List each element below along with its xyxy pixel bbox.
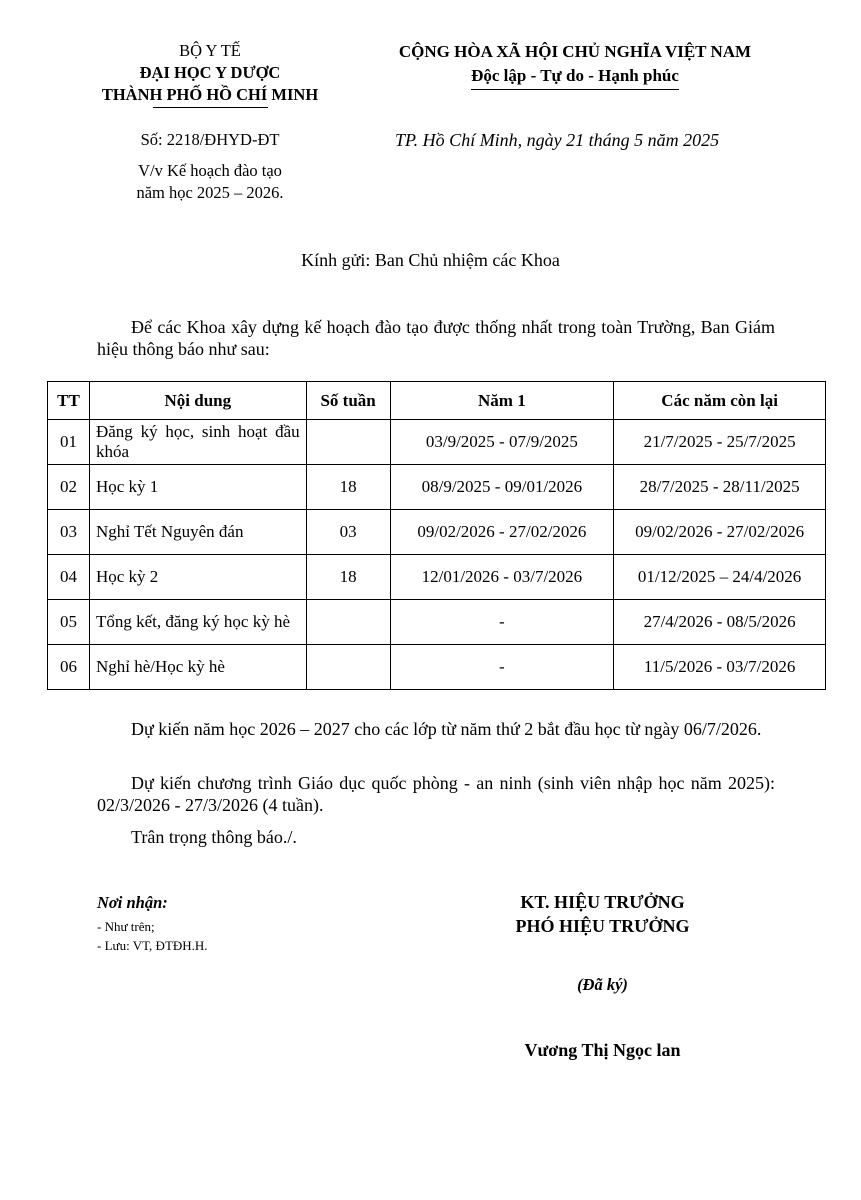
- header-other-years: Các năm còn lại: [614, 382, 826, 420]
- note-next-year: Dự kiến năm học 2026 – 2027 cho các lớp từ năm thứ 2 bắt đầu học từ ngày 06/7/2026.: [131, 719, 762, 739]
- document-subject: [60, 160, 360, 204]
- signature-title-line1: KT. HIỆU TRƯỞNG: [520, 892, 685, 912]
- table-header-row: [48, 382, 826, 420]
- closing-line: Trân trọng thông báo./.: [131, 827, 297, 847]
- cell-other-years: 27/4/2026 - 08/5/2026: [614, 600, 826, 645]
- subject-line2: năm học 2025 – 2026.: [136, 183, 284, 202]
- cell-other-years: 21/7/2025 - 25/7/2025: [614, 420, 826, 465]
- cell-year1: 03/9/2025 - 07/9/2025: [390, 420, 614, 465]
- cell-tt: 05: [48, 600, 90, 645]
- intro-paragraph: Để các Khoa xây dựng kế hoạch đào tạo được thống nhất trong toàn Trường, Ban Giám hiệu thông báo như sau:: [97, 317, 775, 359]
- recipient-item: - Lưu: VT, ĐTĐH.H.: [97, 938, 208, 953]
- cell-tt: 06: [48, 645, 90, 690]
- training-plan-table: [47, 381, 826, 690]
- header-content: Nội dung: [89, 382, 306, 420]
- university-name-line1: ĐẠI HỌC Y DƯỢC: [139, 63, 281, 82]
- table-row: [48, 465, 826, 510]
- recipient-line: Kính gửi: Ban Chủ nhiệm các Khoa: [301, 250, 560, 270]
- cell-tt: 04: [48, 555, 90, 600]
- table-row: [48, 420, 826, 465]
- cell-year1: -: [390, 645, 614, 690]
- table-row: [48, 600, 826, 645]
- signature-title: [470, 890, 735, 938]
- cell-tt: 03: [48, 510, 90, 555]
- table-row: [48, 510, 826, 555]
- header-tt: TT: [48, 382, 90, 420]
- national-motto: Độc lập - Tự do - Hạnh phúc: [471, 64, 679, 90]
- issuer-header: [60, 40, 360, 108]
- recipients-title: Nơi nhận:: [97, 893, 168, 912]
- subject-line1: V/v Kế hoạch đào tạo: [138, 161, 282, 180]
- cell-other-years: 09/02/2026 - 27/02/2026: [614, 510, 826, 555]
- table-row: [48, 645, 826, 690]
- cell-weeks: 03: [306, 510, 390, 555]
- cell-other-years: 01/12/2025 – 24/4/2026: [614, 555, 826, 600]
- cell-weeks: [306, 600, 390, 645]
- signed-mark: (Đã ký): [577, 975, 628, 994]
- header-weeks: Số tuần: [306, 382, 390, 420]
- cell-content: Tổng kết, đăng ký học kỳ hè: [89, 600, 306, 645]
- cell-content: Nghỉ hè/Học kỳ hè: [89, 645, 306, 690]
- cell-weeks: 18: [306, 555, 390, 600]
- cell-tt: 02: [48, 465, 90, 510]
- cell-content: Đăng ký học, sinh hoạt đầu khóa: [89, 420, 306, 465]
- cell-year1: 08/9/2025 - 09/01/2026: [390, 465, 614, 510]
- document-number: Số: 2218/ĐHYD-ĐT: [140, 130, 280, 149]
- note-defense-program: Dự kiến chương trình Giáo dục quốc phòng - an ninh (sinh viên nhập học năm 2025): 02/3/2026 - 27/3/2026 (4 tuần).: [97, 773, 775, 815]
- cell-other-years: 11/5/2026 - 03/7/2026: [614, 645, 826, 690]
- table-row: [48, 555, 826, 600]
- cell-content: Học kỳ 2: [89, 555, 306, 600]
- cell-tt: 01: [48, 420, 90, 465]
- cell-other-years: 28/7/2025 - 28/11/2025: [614, 465, 826, 510]
- national-header: [380, 40, 770, 90]
- place-date: TP. Hồ Chí Minh, ngày 21 tháng 5 năm 2025: [395, 130, 720, 150]
- header-year1: Năm 1: [390, 382, 614, 420]
- cell-year1: -: [390, 600, 614, 645]
- ministry-name: BỘ Y TẾ: [179, 41, 241, 60]
- university-name-line2: THÀNH PHỐ HỒ CHÍ MINH: [101, 85, 319, 104]
- recipient-item: - Như trên;: [97, 919, 155, 934]
- cell-weeks: 18: [306, 465, 390, 510]
- signer-name: Vương Thị Ngọc lan: [524, 1040, 681, 1060]
- cell-year1: 09/02/2026 - 27/02/2026: [390, 510, 614, 555]
- cell-content: Nghỉ Tết Nguyên đán: [89, 510, 306, 555]
- cell-weeks: [306, 645, 390, 690]
- signature-title-line2: PHÓ HIỆU TRƯỞNG: [515, 916, 690, 936]
- header-divider: [153, 107, 268, 108]
- cell-year1: 12/01/2026 - 03/7/2026: [390, 555, 614, 600]
- cell-content: Học kỳ 1: [89, 465, 306, 510]
- country-name: CỘNG HÒA XÃ HỘI CHỦ NGHĨA VIỆT NAM: [398, 42, 752, 61]
- cell-weeks: [306, 420, 390, 465]
